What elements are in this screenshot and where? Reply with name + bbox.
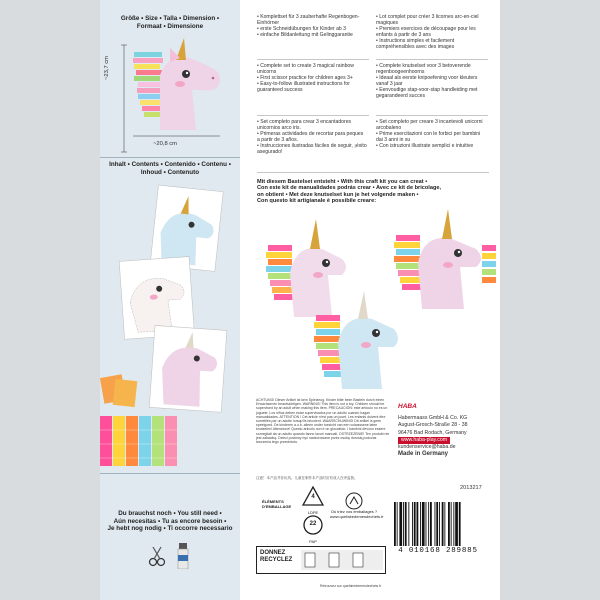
recycling-bin-icons <box>301 550 383 570</box>
barcode-bar <box>451 502 452 546</box>
feature-line: • First scissor practice for children ages 3+ <box>257 75 353 81</box>
size-header-line-1: Größe • Size • Talla • Dimension • <box>120 15 220 22</box>
feature-line: • Complete set to create 3 magical rainbow unicorns <box>257 63 354 75</box>
size-header-line-2: Formaat • Dimensione <box>136 22 204 30</box>
features-es-block <box>257 119 367 155</box>
haba-logo: HABA <box>398 403 417 410</box>
donnez-text: DONNEZ <box>260 550 286 556</box>
barcode-bar <box>453 502 454 546</box>
feature-line: • Instrucciones ilustradas fáciles de seguir, ¡éxito asegurado! <box>257 143 367 155</box>
with-kit-line: Mit diesem Bastelset entsteht • With this craft kit you can creat • <box>257 179 428 185</box>
feature-divider <box>257 59 369 60</box>
feature-line: • Premiers exercices de découpage pour les enfants à partir de 3 ans <box>376 26 476 38</box>
feature-line: • erste Schneidübungen für Kinder ab 3 <box>257 26 347 32</box>
ldpe-label: LDPE <box>307 510 319 515</box>
barcode-bar <box>399 502 402 546</box>
barcode-bar <box>403 502 404 546</box>
elements-label-box <box>262 500 302 509</box>
features-en-block <box>257 63 367 93</box>
feature-line: • Set completo per creare 3 incantevoli unicorni arcobaleno <box>376 119 483 131</box>
size-section-header <box>100 15 240 30</box>
features-fr-block <box>376 14 488 50</box>
barcode-bar <box>420 502 421 546</box>
feature-line: • Con istruzioni illustrate semplici e intuitive <box>376 143 474 149</box>
barcode-bar <box>455 502 458 546</box>
feature-divider <box>376 115 488 116</box>
features-left-column <box>257 14 367 41</box>
pink-unicorn-left <box>266 219 346 317</box>
scissors-icon <box>148 545 166 567</box>
contents-header-line-2: Inhoud • Contenuto <box>140 168 200 176</box>
contents-illustration <box>100 180 240 470</box>
need-header-line-1: Du brauchst noch • You still need • <box>118 510 222 517</box>
donnez-recyclez-label <box>260 550 292 564</box>
features-nl-block <box>376 63 488 99</box>
height-dimension-label: ~23,7 cm <box>104 55 110 80</box>
size-unicorn-illustration <box>100 30 240 155</box>
barcode-bar <box>448 502 450 546</box>
feature-line: • Instructions simples et facilement compréhensibles avec des images <box>376 38 455 50</box>
barcode-bar <box>428 502 429 546</box>
barcode-bar <box>444 502 445 546</box>
barcode-bar <box>422 502 425 546</box>
feature-divider <box>257 115 369 116</box>
barcode-bar <box>417 502 419 546</box>
feature-line: • Set completo para crear 3 encantadores unicornios arco iris. <box>257 119 352 131</box>
donnez-recyclez-banner <box>256 546 386 574</box>
pap-label: PAP <box>309 539 317 544</box>
need-header-line-2: Aún necesitas • Tu as encore besoin • <box>113 517 227 525</box>
pap-recycle-icon <box>302 515 324 545</box>
made-in-label: Made in Germany <box>398 451 449 458</box>
feature-line: • Eenvoudige stap-voor-stap handleiding met gegarandeerd succes <box>376 87 478 99</box>
barcode-bar <box>435 502 436 546</box>
section-divider <box>257 172 489 173</box>
feature-line: • Primeras actividades de recortar para peques a partir de 3 años. <box>257 131 364 143</box>
feature-line: • einfache Bildanleitung mit Gelinggarantie <box>257 32 353 38</box>
address-company: Habermaass GmbH & Co. KG <box>398 415 468 421</box>
feature-line: • Easy-to-follow illustrated instructions for guaranteed success <box>257 81 350 93</box>
barcode-bar <box>394 502 396 546</box>
finished-unicorns-illustration <box>250 205 500 395</box>
with-kit-line: on obtient • Met deze knutselset kun je het volgende maken • <box>257 191 419 198</box>
barcode-bar <box>405 502 407 546</box>
feature-line: • Complete knutselset voor 3 betoverende regenboogeenhoorns <box>376 63 471 75</box>
address-website[interactable]: www.haba-play.com <box>398 437 450 444</box>
address-email[interactable]: kundenservice@haba.de <box>398 444 456 451</box>
triman-text: Où triez vos emballages ? www.quefairedemesdechets.fr <box>330 509 384 519</box>
address-city: 96476 Bad Rodach, Germany <box>398 429 467 436</box>
safety-warning-chinese: 注意！本产品并非玩具。儿童在制作本产品时应有成人在旁监督。 <box>256 476 358 480</box>
need-header-line-3: Je hebt nog nodig • Ti occorre necessario <box>107 525 233 532</box>
section-divider <box>100 157 240 158</box>
elements-emballage-label: ÉLÉMENTS D'EMBALLAGE <box>262 499 292 509</box>
features-it-block <box>376 119 488 149</box>
contents-section-header <box>100 161 240 176</box>
barcode-bar <box>426 502 427 546</box>
sorting-pictograms <box>301 550 383 570</box>
glue-stick-icon <box>177 543 189 569</box>
barcode-bar <box>459 502 461 546</box>
ldpe-recycle-icon <box>302 486 324 516</box>
barcode-bar <box>397 502 398 546</box>
article-number: 2013217 <box>460 485 482 491</box>
barcode-digits: 4 010168 289885 <box>398 547 478 555</box>
pap-number: 22 <box>309 521 317 527</box>
ldpe-number: 4 <box>311 494 315 500</box>
barcode-bar <box>442 502 444 546</box>
features-de <box>257 14 367 38</box>
feature-line: • Prime esercitazioni con le forbici per bambini dai 3 anni in su <box>376 131 481 143</box>
barcode-bar <box>436 502 438 546</box>
barcode-bar <box>412 502 413 546</box>
recycling-bottom-note: Retrouvez sur quefairedemesdechets.fr <box>320 584 382 588</box>
manufacturer-address <box>398 415 467 459</box>
still-need-section-header <box>100 510 240 533</box>
feature-line: • Lot complet pour créer 3 licornes arc-en-ciel magiques <box>376 14 479 26</box>
barcode-bar <box>439 502 440 546</box>
with-kit-heading <box>257 179 487 205</box>
recyclez-text: RECYCLEZ <box>260 557 293 563</box>
address-street: August-Grosch-Straße 28 - 38 <box>398 422 468 429</box>
safety-warning-text: ACHTUNG! Dieser Artikel ist kein Spielzeug. Kinder bitte beim Basteln durch einen Erwachsenen beaufsichtigen. WARNING! This item is not a toy. Children should be supervised by an adult when making this item. PRECAUCIÓN: este artículo no es un juguete. Los niños deben estar supervisados por un adulto cuando hagan manualidades. ATTENTION ! Cet article n'est pas un jouet. Les enfants doivent être surveillés par un adulte lorsqu'ils bricolent. WAARSCHUWING! Dit artikel is geen speelgoed. De kinderen a.u.b. alleen onder toezicht van een volwassene laten knutselen! Attenzione! Questo articolo non è un giocattolo. I bambini devono essere sorvegliati da un adulto quando fanno lavori manuali. OSTRZEŻENIE! Ten produkt nie jest zabawką. Dzieci powinny być nadzorowane przez osobę dorosłą podczas tworzenia tego przedmiotu. <box>256 398 390 445</box>
with-kit-line: Con este kit de manualidades podrás crear • Avec ce kit de bricolage, <box>257 185 442 192</box>
triman-icon <box>330 492 384 519</box>
feature-line: • Ideaal als eerste knipoefening voor kleuters vanaf 3 jaar <box>376 75 478 87</box>
feature-line: • Komplettset für 3 zauberhafte Regenbogen-Einhörner <box>257 14 360 26</box>
pink-unicorn-right <box>394 209 496 309</box>
width-dimension-label: ~20,8 cm <box>153 141 178 147</box>
contents-header-line-1: Inhalt • Contents • Contenido • Contenu • <box>109 161 231 168</box>
barcode-bar <box>408 502 409 546</box>
feature-divider <box>376 59 488 60</box>
with-kit-line: Con questo kit artigianale è possibile creare: <box>257 198 377 205</box>
barcode <box>390 500 490 548</box>
barcode-bar <box>430 502 432 546</box>
section-divider <box>100 473 240 474</box>
barcode-bar <box>414 502 416 546</box>
